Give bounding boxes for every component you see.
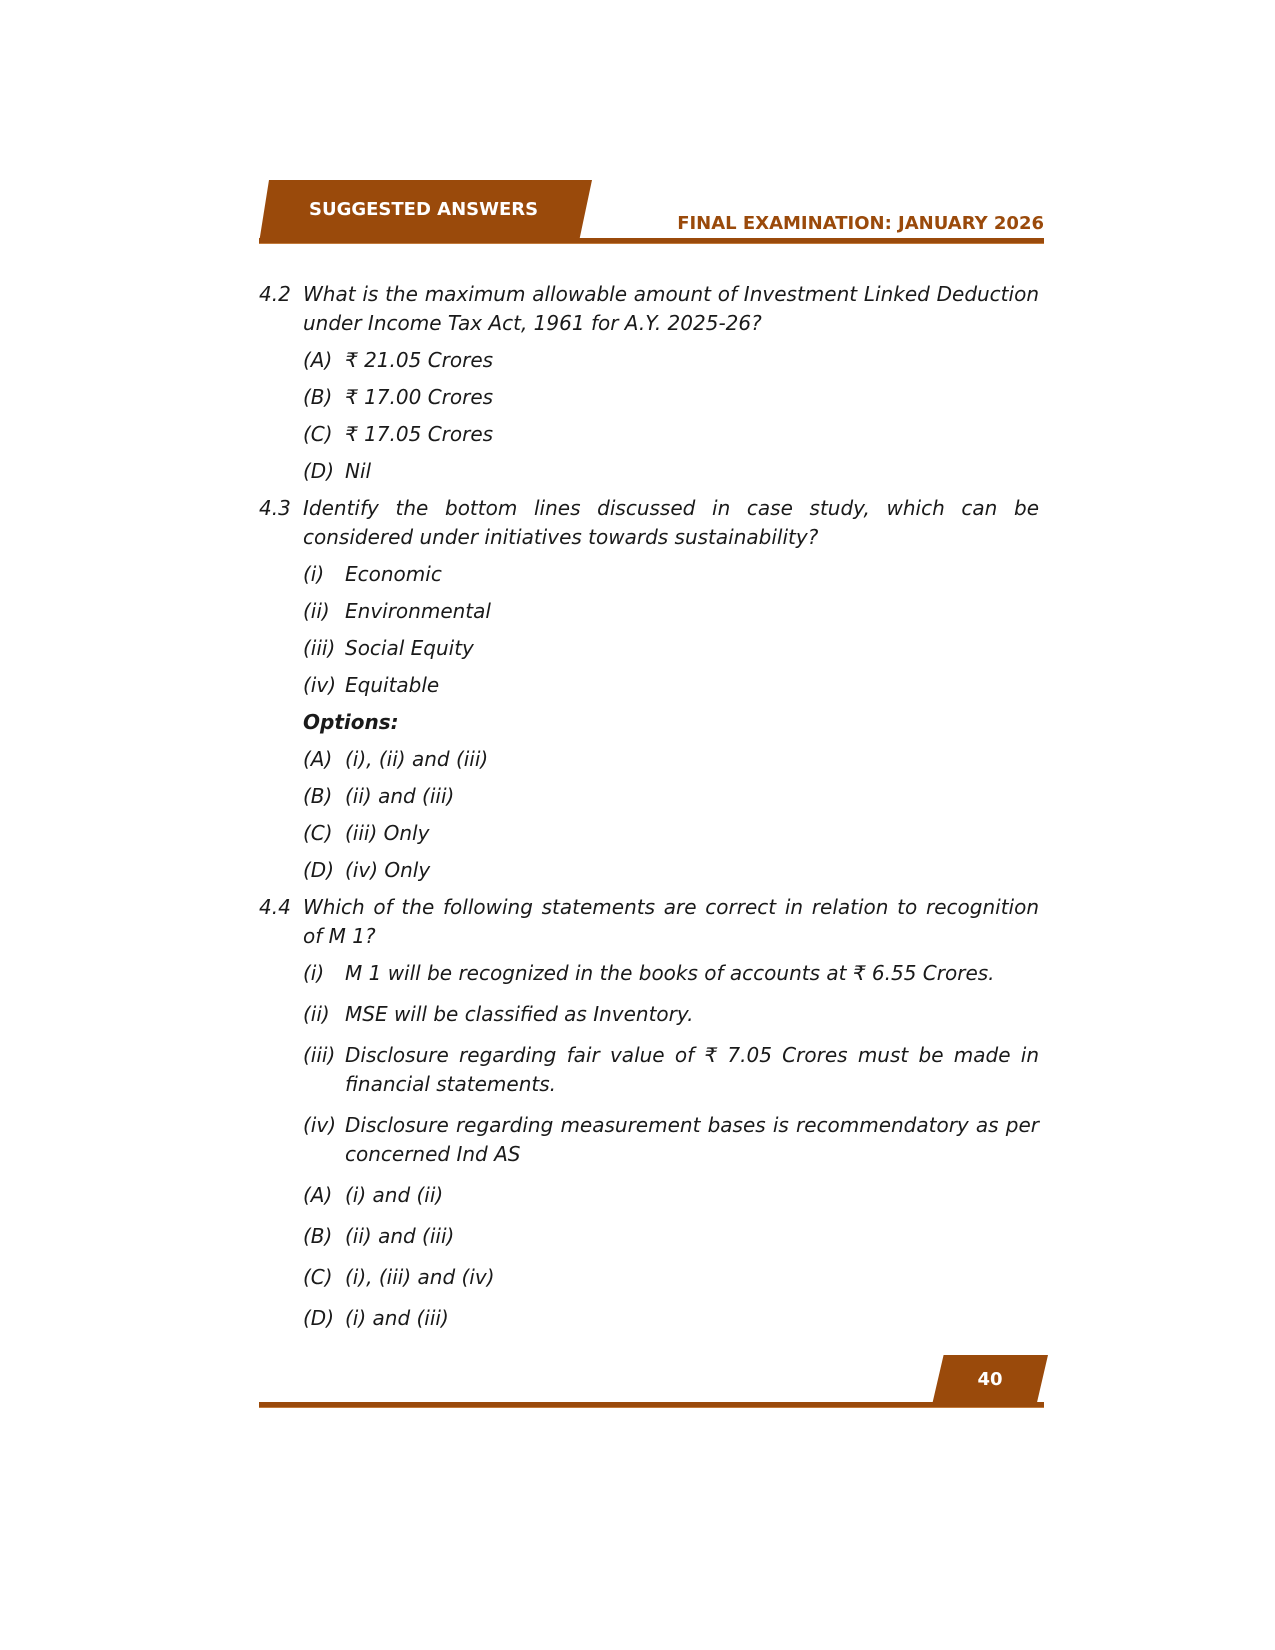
statement-text: Economic <box>345 562 442 586</box>
option-item <box>303 420 1039 449</box>
statement-text: Equitable <box>345 673 440 697</box>
question-text: What is the maximum allowable amount of Investment Linked Deduction under Income Tax Act, 1961 for A.Y. 2025-26? <box>303 282 1039 335</box>
option-item <box>303 782 1039 811</box>
option-item <box>303 745 1039 774</box>
option-item <box>303 1222 1039 1251</box>
statement-item <box>303 597 1039 626</box>
option-label: (C) <box>303 422 333 446</box>
option-label: (A) <box>303 747 333 771</box>
statement-label: (i) <box>303 961 325 985</box>
question-number: 4.3 <box>259 496 291 520</box>
option-item <box>303 457 1039 486</box>
option-label: (C) <box>303 1265 333 1289</box>
option-item <box>303 819 1039 848</box>
option-item <box>303 346 1039 375</box>
option-text: (i) and (ii) <box>345 1183 444 1207</box>
page-number: 40 <box>977 1369 1003 1390</box>
statement-text: Disclosure regarding fair value of ₹ 7.05 Crores must be made in financial statements. <box>345 1043 1039 1096</box>
option-label: (D) <box>303 459 335 483</box>
question-number: 4.2 <box>259 282 291 306</box>
option-item <box>303 383 1039 412</box>
option-text: Nil <box>345 459 372 483</box>
option-label: (C) <box>303 821 333 845</box>
statement-item <box>303 1111 1039 1169</box>
statement-item <box>303 1000 1039 1029</box>
option-label: (D) <box>303 858 335 882</box>
question-content <box>259 280 1039 1345</box>
statement-label: (ii) <box>303 1002 330 1026</box>
option-label: (A) <box>303 348 333 372</box>
option-text: ₹ 21.05 Crores <box>345 348 494 372</box>
header-left-label: SUGGESTED ANSWERS <box>309 199 539 220</box>
option-text: (i), (ii) and (iii) <box>345 747 489 771</box>
option-text: ₹ 17.05 Crores <box>345 422 494 446</box>
option-text: (i) and (iii) <box>345 1306 449 1330</box>
statement-item <box>303 634 1039 663</box>
header-divider <box>259 238 1044 244</box>
option-text: (iii) Only <box>345 821 430 845</box>
statement-label: (ii) <box>303 599 330 623</box>
question-text: Which of the following statements are correct in relation to recognition of M 1? <box>303 895 1039 948</box>
statement-label: (iv) <box>303 1113 336 1137</box>
statement-item <box>303 560 1039 589</box>
statement-text: Social Equity <box>345 636 474 660</box>
options-heading: Options: <box>303 710 399 734</box>
statement-item <box>303 671 1039 700</box>
question <box>259 494 1039 552</box>
option-label: (A) <box>303 1183 333 1207</box>
option-text: (ii) and (iii) <box>345 1224 455 1248</box>
header-right-label: FINAL EXAMINATION: JANUARY 2026 <box>677 213 1044 234</box>
option-text: (i), (iii) and (iv) <box>345 1265 495 1289</box>
option-text: ₹ 17.00 Crores <box>345 385 494 409</box>
option-label: (B) <box>303 784 333 808</box>
option-item <box>303 1304 1039 1333</box>
option-label: (B) <box>303 385 333 409</box>
footer-divider <box>259 1402 1044 1408</box>
statement-item <box>303 1041 1039 1099</box>
option-label: (B) <box>303 1224 333 1248</box>
option-text: (iv) Only <box>345 858 431 882</box>
option-item <box>303 1181 1039 1210</box>
statement-text: Disclosure regarding measurement bases is recommendatory as per concerned Ind AS <box>345 1113 1039 1166</box>
statement-text: M 1 will be recognized in the books of accounts at ₹ 6.55 Crores. <box>345 961 995 985</box>
option-text: (ii) and (iii) <box>345 784 455 808</box>
option-item <box>303 856 1039 885</box>
question <box>259 893 1039 951</box>
statement-item <box>303 959 1039 988</box>
question-number: 4.4 <box>259 895 291 919</box>
statement-label: (iii) <box>303 636 336 660</box>
question <box>259 280 1039 338</box>
statement-text: Environmental <box>345 599 491 623</box>
statement-label: (i) <box>303 562 325 586</box>
statement-text: MSE will be classified as Inventory. <box>345 1002 694 1026</box>
question-text: Identify the bottom lines discussed in case study, which can be considered under initiatives towards sustainability? <box>303 496 1039 549</box>
statement-label: (iv) <box>303 673 336 697</box>
statement-label: (iii) <box>303 1043 336 1067</box>
option-label: (D) <box>303 1306 335 1330</box>
option-item <box>303 1263 1039 1292</box>
